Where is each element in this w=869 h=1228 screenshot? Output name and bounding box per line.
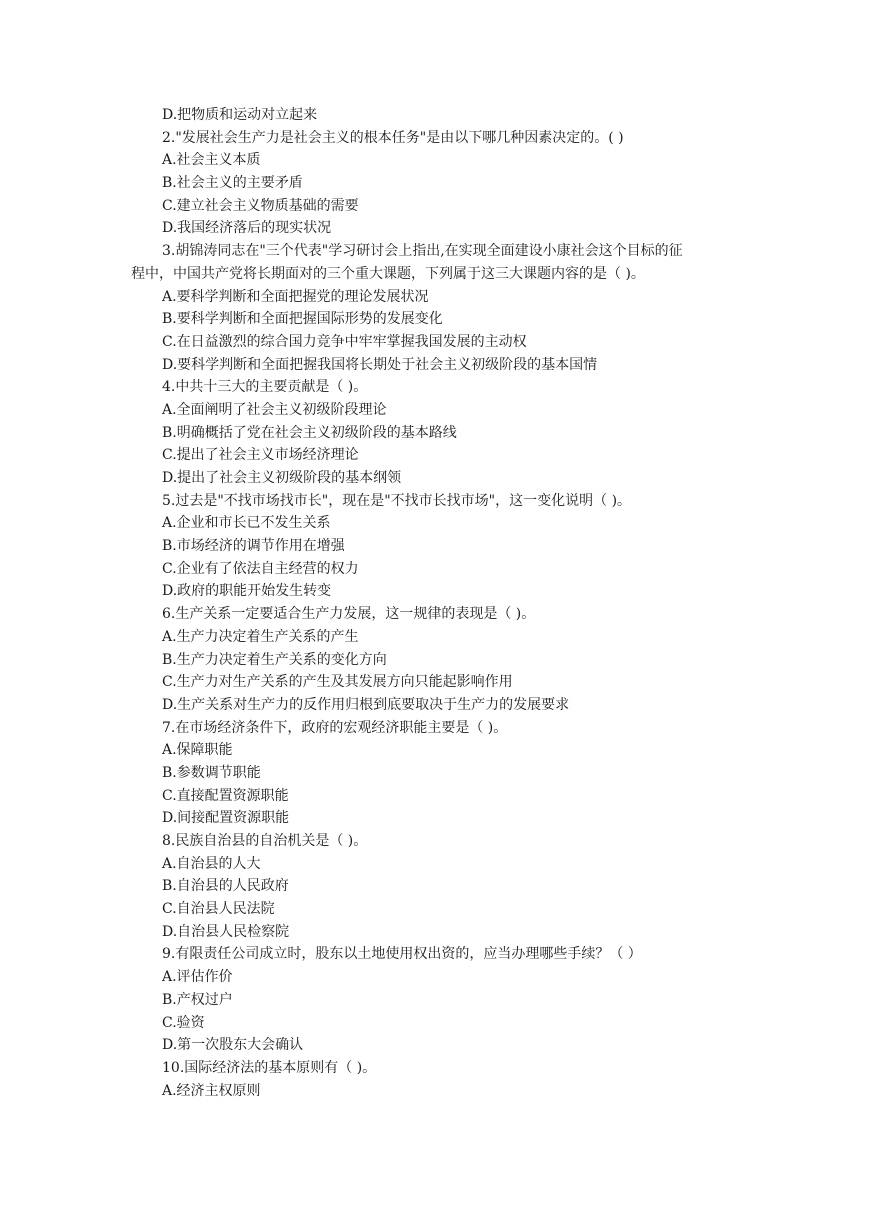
- answer-option: B.参数调节职能: [162, 764, 261, 781]
- answer-option: B.生产力决定着生产关系的变化方向: [162, 651, 387, 668]
- answer-option: A.自治县的人大: [162, 855, 261, 872]
- answer-option: A.经济主权原则: [162, 1082, 261, 1099]
- answer-option: D.政府的职能开始发生转变: [162, 583, 332, 600]
- answer-option: B.要科学判断和全面把握国际形势的发展变化: [162, 311, 443, 328]
- answer-option: B.产权过户: [162, 991, 233, 1008]
- answer-option: A.要科学判断和全面把握党的理论发展状况: [162, 288, 429, 305]
- answer-option: D.提出了社会主义初级阶段的基本纲领: [162, 470, 402, 486]
- answer-option: A.全面阐明了社会主义初级阶段理论: [162, 401, 387, 418]
- answer-option: C.建立社会主义物质基础的需要: [162, 197, 359, 214]
- answer-option: D.生产关系对生产力的反作用归根到底要取决于生产力的发展要求: [162, 696, 570, 713]
- answer-option: D.要科学判断和全面把握我国将长期处于社会主义初级阶段的基本国情: [162, 356, 598, 373]
- answer-option: B.明确概括了党在社会主义初级阶段的基本路线: [162, 424, 457, 441]
- answer-option: D.把物质和运动对立起来: [162, 107, 318, 123]
- answer-option: D.我国经济落后的现实状况: [162, 220, 332, 237]
- answer-option: A.社会主义本质: [162, 152, 261, 169]
- answer-option: C.在日益激烈的综合国力竞争中牢牢掌握我国发展的主动权: [162, 333, 527, 350]
- question-text: 8.民族自治县的自治机关是（ )。: [162, 833, 368, 849]
- answer-option: A.企业和市长已不发生关系: [162, 515, 331, 532]
- question-text: 6.生产关系一定要适合生产力发展，这一规律的表现是（ )。: [162, 606, 536, 623]
- document-body: [131, 104, 751, 1102]
- answer-option: A.评估作价: [162, 969, 233, 986]
- question-text: 10.国际经济法的基本原则有（ )。: [162, 1059, 377, 1076]
- question-text-continuation: 程中，中国共产党将长期面对的三个重大课题，下列属于这三大课题内容的是（ )。: [131, 265, 645, 282]
- question-text: 3.胡锦涛同志在"三个代表"学习研讨会上指出,在实现全面建设小康社会这个目标的征: [162, 243, 683, 260]
- question-text: 4.中共十三大的主要贡献是（ )。: [162, 379, 368, 396]
- answer-option: C.企业有了依法自主经营的权力: [162, 560, 359, 577]
- answer-option: C.生产力对生产关系的产生及其发展方向只能起影响作用: [162, 674, 513, 691]
- answer-option: C.直接配置资源职能: [162, 787, 289, 804]
- answer-option: B.自治县的人民政府: [162, 878, 289, 895]
- answer-option: C.自治县人民法院: [162, 901, 275, 918]
- answer-option: D.自治县人民检察院: [162, 923, 290, 940]
- answer-option: D.第一次股东大会确认: [162, 1037, 304, 1054]
- question-text: 5.过去是"不找市场找市长"，现在是"不找市长找市场"，这一变化说明（ )。: [162, 492, 632, 509]
- answer-option: B.社会主义的主要矛盾: [162, 175, 303, 192]
- answer-option: B.市场经济的调节作用在增强: [162, 538, 345, 555]
- question-text: 7.在市场经济条件下，政府的宏观经济职能主要是（ )。: [162, 719, 508, 736]
- question-text: 9.有限责任公司成立时，股东以土地使用权出资的，应当办理哪些手续？（ ）: [162, 946, 642, 963]
- answer-option: D.间接配置资源职能: [162, 810, 290, 827]
- answer-option: C.提出了社会主义市场经济理论: [162, 447, 359, 464]
- answer-option: A.保障职能: [162, 742, 233, 759]
- question-text: 2."发展社会生产力是社会主义的根本任务"是由以下哪几种因素决定的。( ): [162, 129, 624, 146]
- answer-option: C.验资: [162, 1014, 205, 1031]
- answer-option: A.生产力决定着生产关系的产生: [162, 628, 359, 645]
